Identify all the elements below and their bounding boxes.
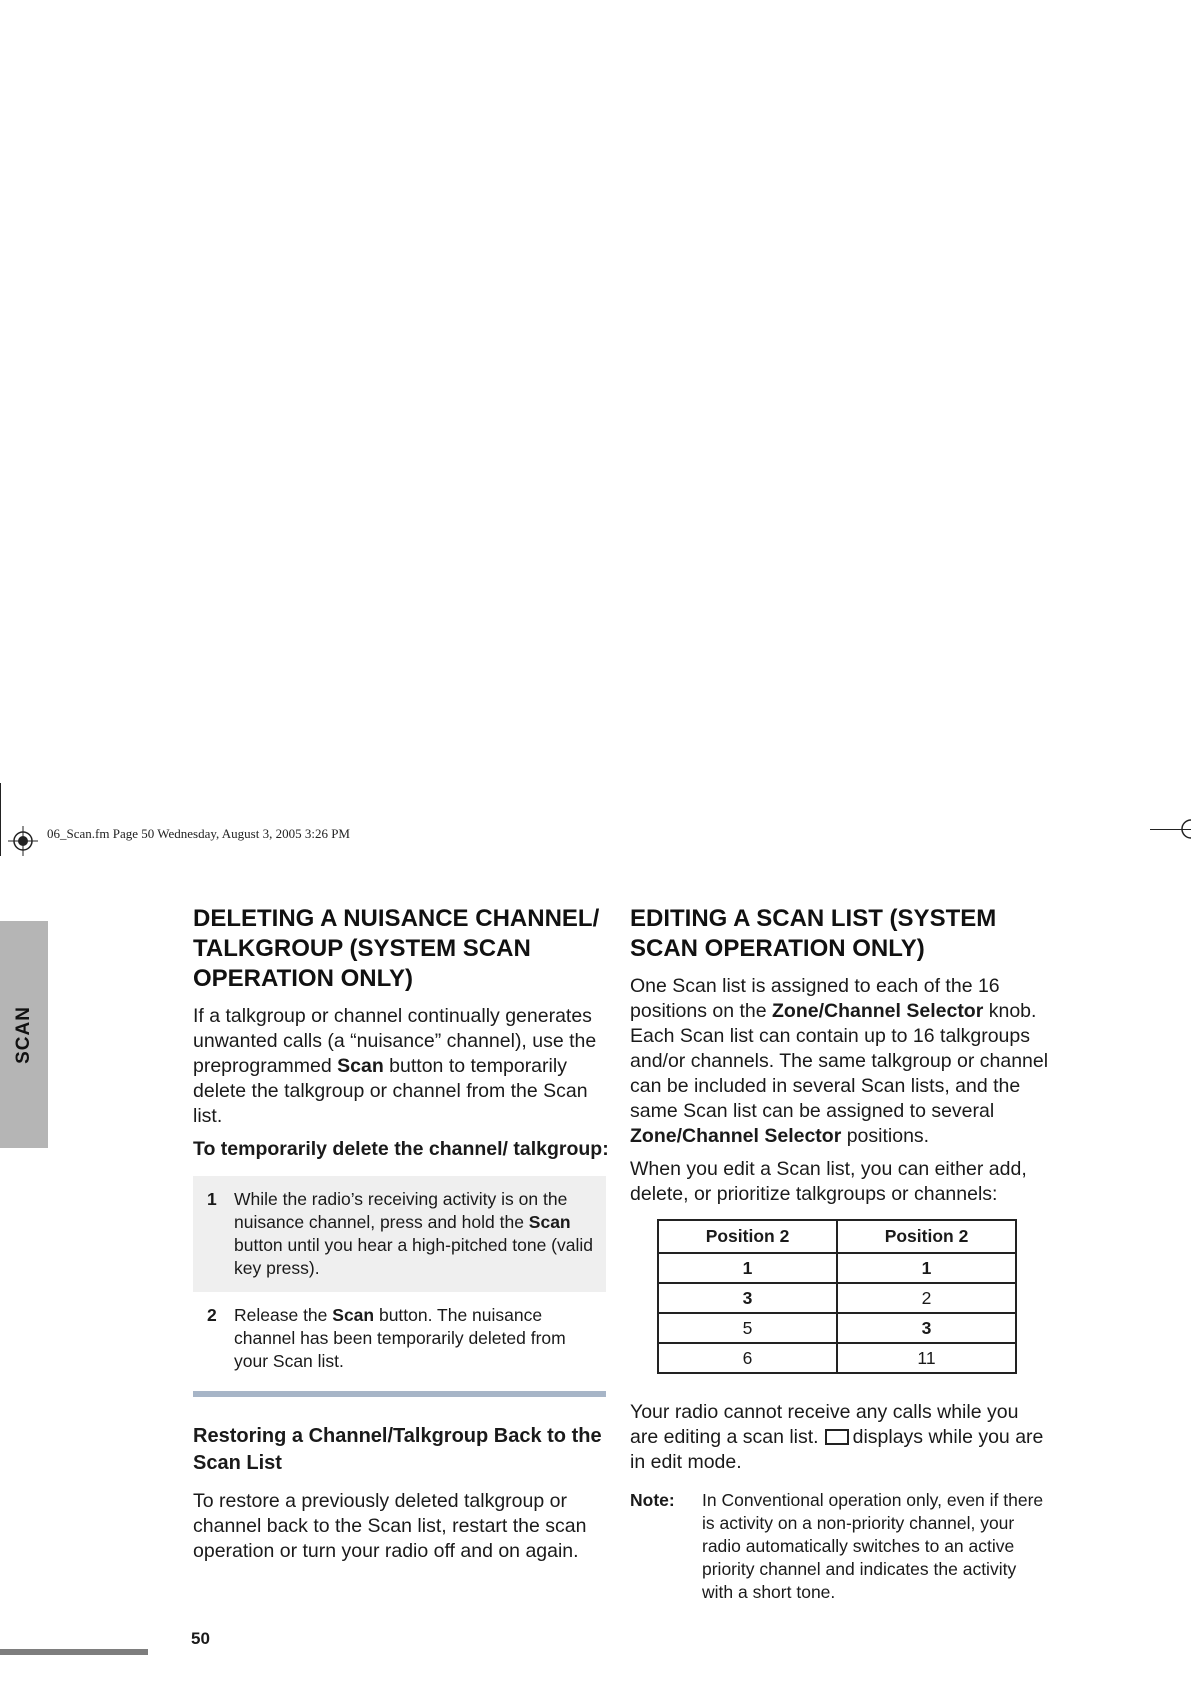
edit-mode-paragraph: Your radio cannot receive any calls while you are editing a scan list. displays while you are in edit mode. [630, 1401, 1044, 1473]
steps-end-rule [193, 1391, 606, 1397]
table-header-cell: Position 2 [837, 1220, 1016, 1253]
table-row [658, 1283, 1016, 1313]
table-row [658, 1253, 1016, 1283]
step-number: 2 [207, 1305, 217, 1325]
procedure-steps [193, 1176, 606, 1397]
editing-section-title: EDITING A SCAN LIST (SYSTEM SCAN OPERATION ONLY) [630, 905, 997, 962]
edit-mode-icon [825, 1429, 849, 1445]
procedure-heading: To temporarily delete the channel/ talkgroup: [193, 1138, 609, 1160]
editing-paragraph-2: When you edit a Scan list, you can either add, delete, or prioritize talkgroups or channels: [630, 1158, 1027, 1205]
footer-bar [0, 1649, 148, 1655]
position-table [657, 1219, 1017, 1374]
table-header-row [658, 1220, 1016, 1253]
table-cell: 5 [658, 1313, 837, 1343]
step-text: While the radio’s receiving activity is on the nuisance channel, press and hold the Scan button until you hear a high-pitched tone (valid key press). [234, 1189, 593, 1278]
step-item [193, 1292, 606, 1385]
crop-mark-left-vertical [0, 783, 1, 856]
right-column [630, 904, 1050, 1604]
table-header-cell: Position 2 [658, 1220, 837, 1253]
step-number: 1 [207, 1189, 217, 1209]
table-cell: 2 [837, 1283, 1016, 1313]
page-number: 50 [191, 1629, 210, 1648]
table-cell: 3 [658, 1283, 837, 1313]
left-column [193, 904, 609, 1572]
step-item [193, 1176, 606, 1292]
restore-text: To restore a previously deleted talkgroup or channel back to the Scan list, restart the scan operation or turn your radio off and on again. [193, 1490, 587, 1562]
side-tab-label: SCAN [13, 1005, 34, 1064]
deleting-section-title: DELETING A NUISANCE CHANNEL/ TALKGROUP (SYSTEM SCAN OPERATION ONLY) [193, 905, 600, 992]
table-cell: 11 [837, 1343, 1016, 1373]
section-side-tab [0, 921, 48, 1148]
editing-paragraph-1: One Scan list is assigned to each of the 16 positions on the Zone/Channel Selector knob. Each Scan list can contain up to 16 talkgroups and/or channels. The same talkgroup or channel can be included in several Scan lists, and the same Scan list can be assigned to several Zone/Channel Selector positions. [630, 975, 1049, 1147]
table-cell: 6 [658, 1343, 837, 1373]
note-block [630, 1489, 1050, 1604]
table-cell: 1 [837, 1253, 1016, 1283]
print-header: 06_Scan.fm Page 50 Wednesday, August 3, 2005 3:26 PM [47, 826, 350, 841]
table-row [658, 1343, 1016, 1373]
table-cell: 3 [837, 1313, 1016, 1343]
registration-target-icon [8, 826, 38, 856]
note-label: Note: [630, 1490, 675, 1510]
deleting-intro: If a talkgroup or channel continually generates unwanted calls (a “nuisance” channel), use the preprogrammed Scan button to temporarily delete the talkgroup or channel from the Scan list. [193, 1005, 597, 1127]
step-text: Release the Scan button. The nuisance channel has been temporarily deleted from your Scan list. [234, 1305, 566, 1371]
registration-target-right-icon [1180, 818, 1191, 840]
table-row [658, 1313, 1016, 1343]
restore-heading: Restoring a Channel/Talkgroup Back to the Scan List [193, 1425, 602, 1474]
note-text: In Conventional operation only, even if there is activity on a non-priority channel, your radio automatically switches to an active priority channel and indicates the activity with a short tone. [702, 1490, 1044, 1602]
table-cell: 1 [658, 1253, 837, 1283]
